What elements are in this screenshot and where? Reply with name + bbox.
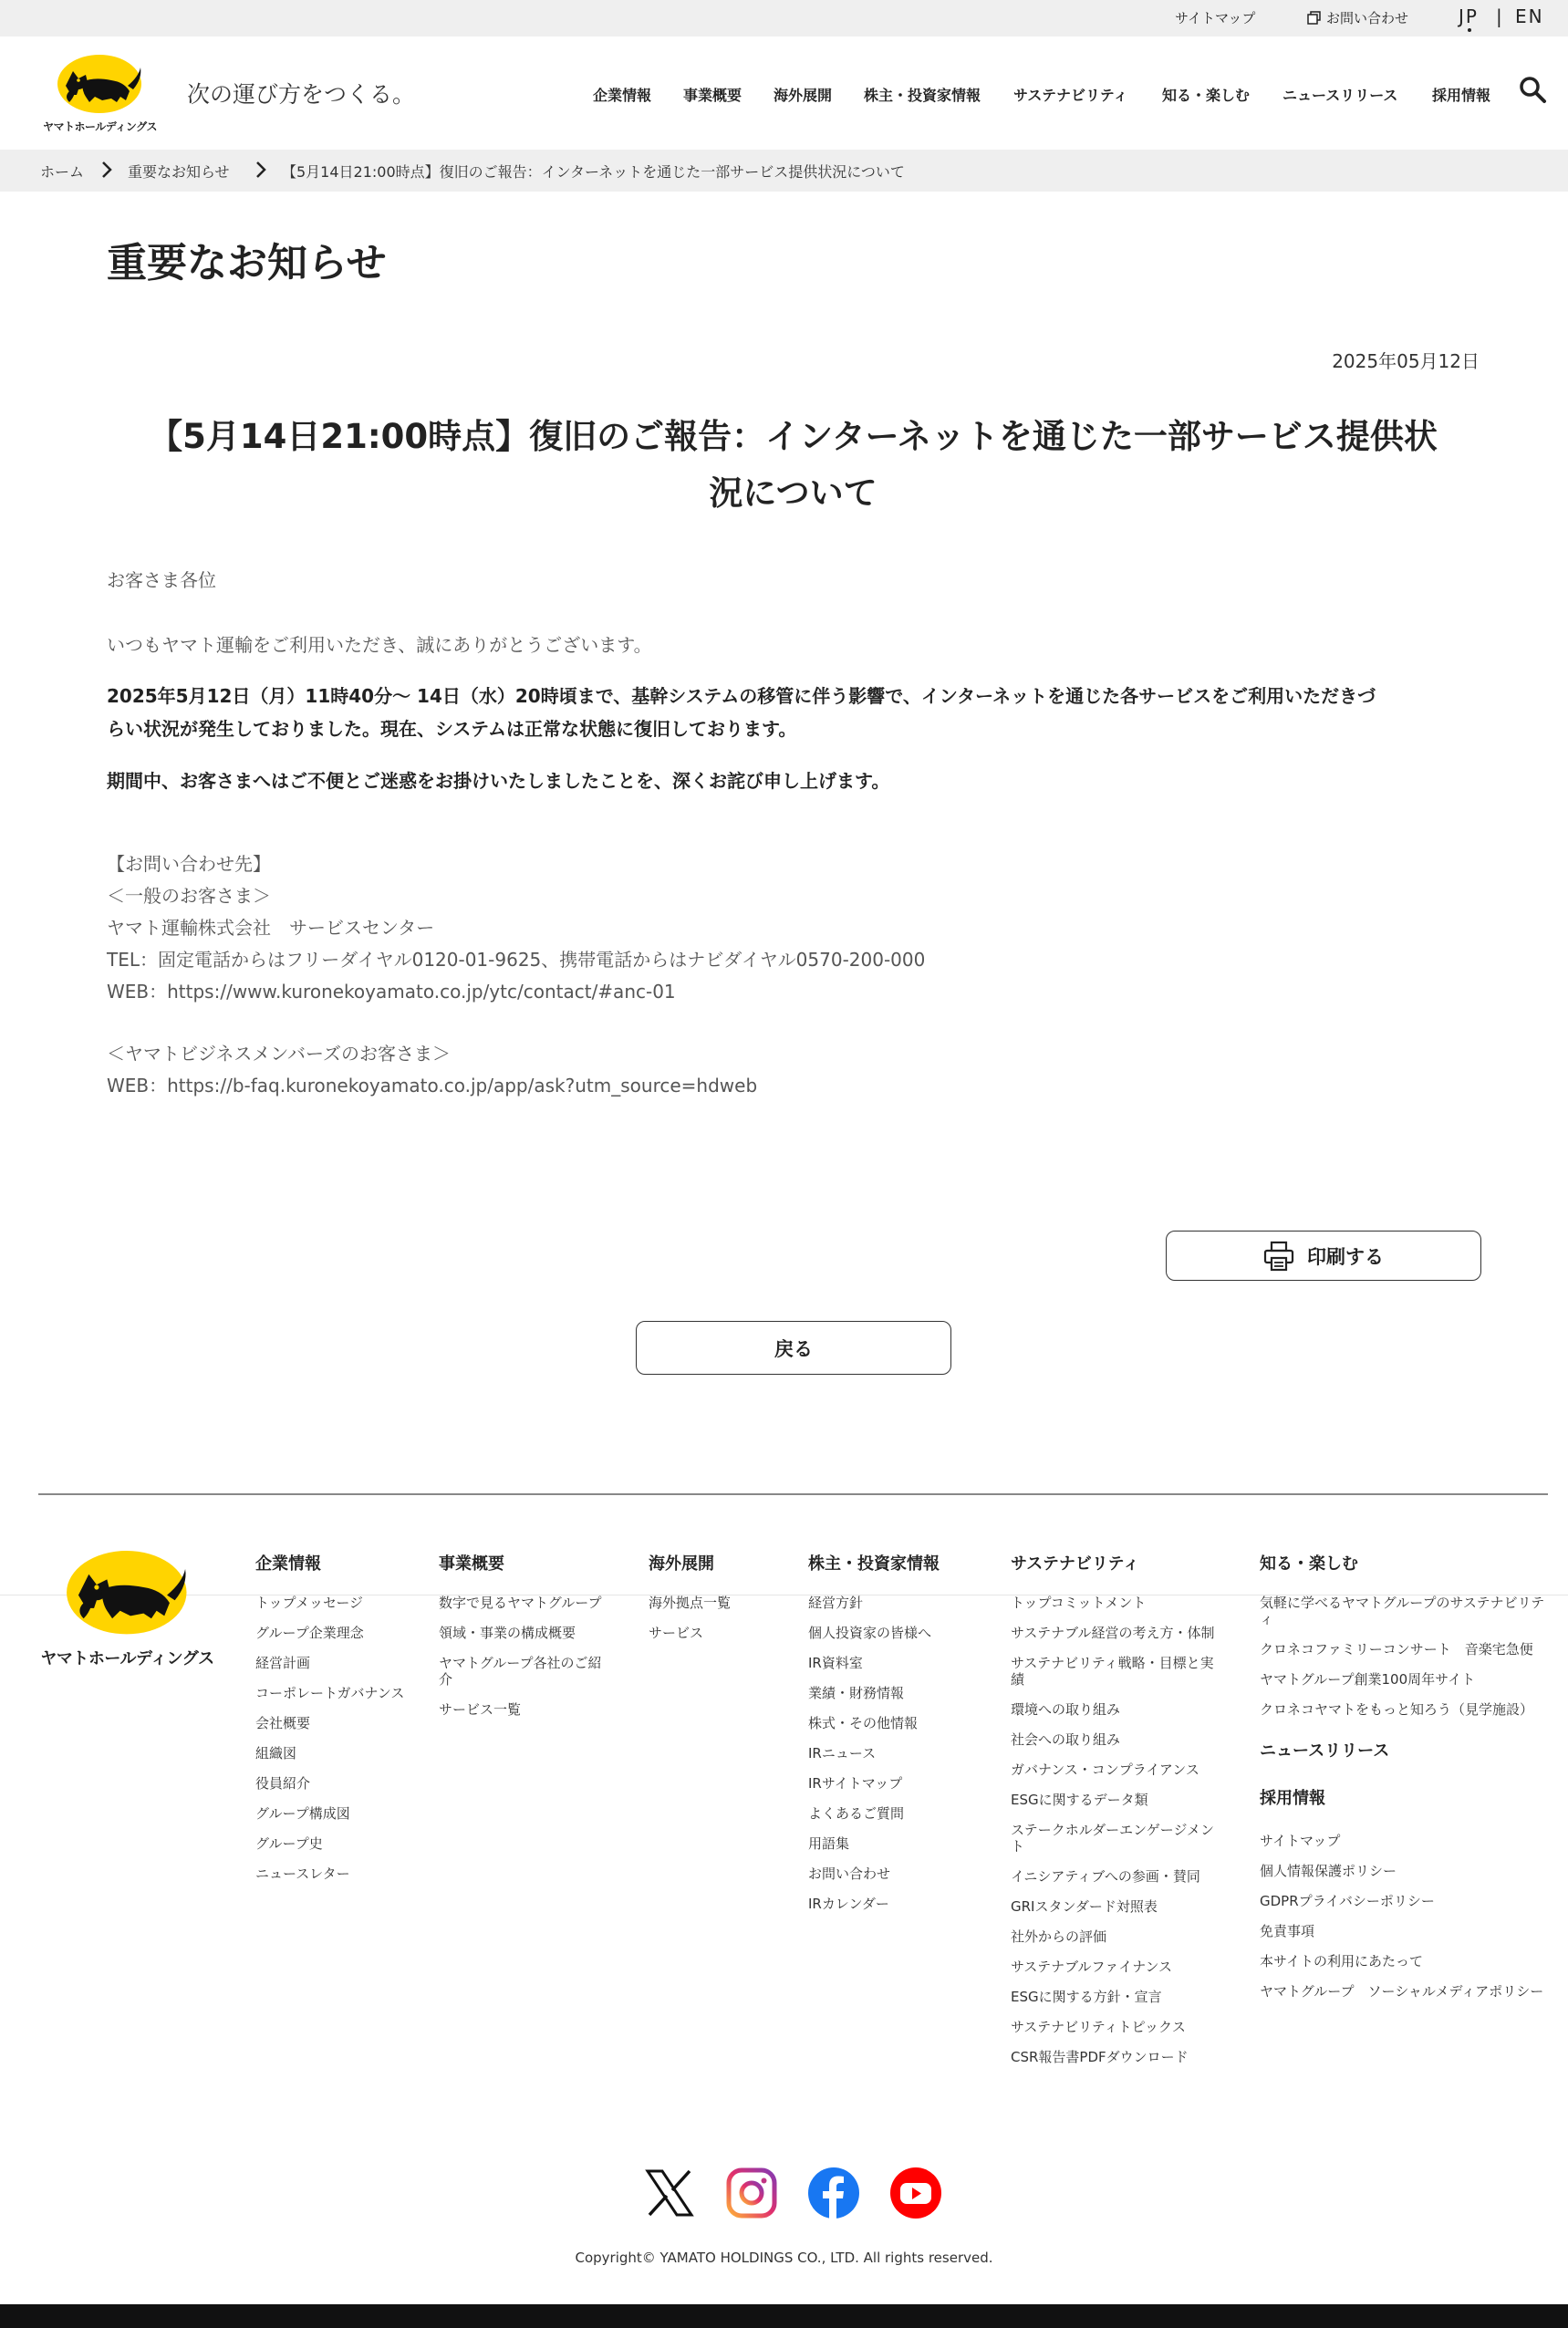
printer-icon bbox=[1263, 1241, 1294, 1272]
contact-tel: TEL：固定電話からはフリーダイヤル0120-01-9625、携帯電話からはナビダイヤル0570-200-000 bbox=[107, 949, 926, 971]
footer-col-sustainability bbox=[1011, 1551, 1225, 2079]
nav-investors[interactable]: 株主・投資家情報 bbox=[864, 87, 981, 104]
footer-col-title[interactable]: 事業概要 bbox=[439, 1554, 504, 1574]
footer-col-title[interactable]: 海外展開 bbox=[649, 1554, 714, 1574]
footer-link[interactable]: 個人投資家の皆様へ bbox=[808, 1625, 932, 1641]
contact-label: お問い合わせ bbox=[1326, 10, 1409, 26]
footer-link[interactable]: 経営方針 bbox=[808, 1595, 864, 1611]
contact-business-heading: ＜ヤマトビジネスメンバーズのお客さま＞ bbox=[107, 1043, 451, 1065]
print-button[interactable] bbox=[1166, 1231, 1481, 1281]
footer-link-gdpr[interactable]: GDPRプライバシーポリシー bbox=[1260, 1893, 1435, 1909]
footer-link[interactable]: ニュースレター bbox=[255, 1866, 350, 1882]
x-link[interactable] bbox=[644, 2167, 695, 2219]
nav-news-release[interactable]: ニュースリリース bbox=[1282, 87, 1398, 104]
footer-link[interactable]: 経営計画 bbox=[255, 1655, 311, 1671]
footer-link-terms[interactable]: 本サイトの利用にあたって bbox=[1260, 1953, 1423, 1969]
nav-business[interactable]: 事業概要 bbox=[683, 87, 742, 104]
footer-logo-wordmark: ヤマトホールディングス bbox=[40, 1649, 214, 1668]
footer-link[interactable]: ESGに関する方針・宣言 bbox=[1011, 1989, 1162, 2005]
article-title-line: 【5月14日21:00時点】復旧のご報告：インターネットを通じた一部サービス提供状 bbox=[149, 417, 1438, 456]
footer-link[interactable]: 領域・事業の構成概要 bbox=[439, 1625, 576, 1641]
chevron-right-icon bbox=[100, 161, 113, 179]
footer-link[interactable]: 環境への取り組み bbox=[1011, 1701, 1121, 1718]
footer-link[interactable]: 社会への取り組み bbox=[1011, 1731, 1121, 1748]
nav-corporate[interactable]: 企業情報 bbox=[593, 87, 652, 104]
footer-link[interactable]: IRサイトマップ bbox=[808, 1775, 903, 1792]
lang-separator: | bbox=[1496, 5, 1502, 27]
page-title: 重要なお知らせ bbox=[107, 240, 387, 286]
article-title bbox=[107, 409, 1480, 522]
footer-link-social-policy[interactable]: ヤマトグループ ソーシャルメディアポリシー bbox=[1260, 1983, 1544, 2000]
footer-link[interactable]: IR資料室 bbox=[808, 1655, 863, 1671]
footer-link[interactable]: IRカレンダー bbox=[808, 1896, 889, 1912]
notice-body bbox=[107, 680, 1475, 745]
intro-text: いつもヤマト運輸をご利用いただき、誠にありがとうございます。 bbox=[107, 634, 652, 656]
footer-link[interactable]: CSR報告書PDFダウンロード bbox=[1011, 2049, 1189, 2065]
footer-link[interactable]: サービス bbox=[649, 1625, 704, 1641]
footer-link[interactable]: コーポレートガバナンス bbox=[255, 1685, 405, 1701]
contact-heading: 【お問い合わせ先】 bbox=[107, 853, 271, 875]
nav-recruit[interactable]: 採用情報 bbox=[1432, 87, 1491, 104]
footer-link[interactable]: ESGに関するデータ類 bbox=[1011, 1792, 1148, 1808]
black-cat-logo-icon bbox=[38, 1551, 216, 1642]
window-icon bbox=[1307, 11, 1321, 25]
footer-link[interactable]: 用語集 bbox=[808, 1835, 850, 1852]
footer-link[interactable]: ガバナンス・コンプライアンス bbox=[1011, 1762, 1199, 1778]
footer-recruit[interactable]: 採用情報 bbox=[1260, 1789, 1325, 1808]
footer-link[interactable]: サステナビリティ戦略・目標と実績 bbox=[1011, 1655, 1214, 1688]
footer-link[interactable]: GRIスタンダード対照表 bbox=[1011, 1898, 1158, 1915]
bottom-bar bbox=[0, 2304, 1568, 2328]
nav-sustainability[interactable]: サステナビリティ bbox=[1013, 87, 1128, 104]
footer-link[interactable]: 社外からの評価 bbox=[1011, 1928, 1107, 1945]
notice-body-line: らい状況が発生しておりました。現在、システムは正常な状態に復旧しております。 bbox=[107, 718, 797, 740]
footer-link[interactable]: 業績・財務情報 bbox=[808, 1685, 905, 1701]
apology-text: 期間中、お客さまへはご不便とご迷惑をお掛けいたしましたことを、深くお詫び申し上げます。 bbox=[107, 770, 890, 792]
footer-col-corporate bbox=[255, 1551, 406, 1896]
footer-link-disclaimer[interactable]: 免責事項 bbox=[1260, 1923, 1315, 1939]
print-label: 印刷する bbox=[1307, 1245, 1384, 1268]
footer-link-privacy[interactable]: 個人情報保護ポリシー bbox=[1260, 1863, 1397, 1879]
footer-link[interactable]: お問い合わせ bbox=[808, 1866, 891, 1882]
tagline: 次の運び方をつくる。 bbox=[187, 81, 416, 108]
black-cat-logo-icon bbox=[38, 55, 161, 119]
copyright: Copyright© YAMATO HOLDINGS CO., LTD. All rights reserved. bbox=[575, 2250, 993, 2266]
footer-link[interactable]: トップコミットメント bbox=[1011, 1595, 1147, 1611]
footer-link[interactable]: サステナビリティトピックス bbox=[1011, 2019, 1186, 2035]
breadcrumb-notices[interactable]: 重要なお知らせ bbox=[128, 163, 230, 181]
contact-company: ヤマト運輸株式会社 サービスセンター bbox=[107, 917, 435, 939]
footer-col-investors bbox=[808, 1551, 945, 1926]
footer-link[interactable]: クロネコファミリーコンサート 音楽宅急便 bbox=[1260, 1641, 1533, 1658]
footer-link[interactable]: サービス一覧 bbox=[439, 1701, 522, 1718]
footer-link[interactable]: トップメッセージ bbox=[255, 1595, 364, 1611]
x-icon bbox=[644, 2167, 695, 2219]
footer-link[interactable]: 数字で見るヤマトグループ bbox=[439, 1595, 602, 1611]
footer-link[interactable]: イニシアティブへの参画・賛同 bbox=[1011, 1868, 1200, 1885]
header-logo[interactable] bbox=[38, 55, 161, 133]
footer-link[interactable]: グループ企業理念 bbox=[255, 1625, 364, 1641]
breadcrumb-current: 【5月14日21:00時点】復旧のご報告：インターネットを通じた一部サービス提供状況について bbox=[282, 163, 905, 181]
instagram-icon bbox=[726, 2167, 777, 2219]
youtube-link[interactable] bbox=[890, 2167, 941, 2219]
instagram-link[interactable] bbox=[726, 2167, 777, 2219]
footer-col-title[interactable]: 株主・投資家情報 bbox=[808, 1554, 940, 1574]
footer-link[interactable]: サステナブルファイナンス bbox=[1011, 1959, 1173, 1975]
sitemap-link[interactable]: サイトマップ bbox=[1175, 10, 1256, 26]
search-button[interactable] bbox=[1518, 75, 1547, 104]
breadcrumb-home[interactable]: ホーム bbox=[40, 163, 85, 181]
footer-link[interactable]: 役員紹介 bbox=[255, 1775, 311, 1792]
chevron-right-icon bbox=[254, 161, 267, 179]
footer-link[interactable]: 気軽に学べるヤマトグループのサステナビリティ bbox=[1260, 1595, 1545, 1627]
site-header bbox=[0, 36, 1568, 150]
notice-body-line: 2025年5月12日（月）11時40分～ 14日（水）20時頃まで、基幹システムの移管に伴う影響で、インターネットを通じた各サービスをご利用いただきづ bbox=[107, 685, 1376, 707]
publish-date: 2025年05月12日 bbox=[1332, 350, 1480, 372]
contact-web-general[interactable]: WEB：https://www.kuronekoyamato.co.jp/ytc/contact/#anc-01 bbox=[107, 981, 676, 1003]
lang-jp[interactable]: JP bbox=[1459, 5, 1479, 27]
footer-link[interactable]: 株式・その他情報 bbox=[808, 1715, 919, 1731]
footer-link[interactable]: 組織図 bbox=[255, 1745, 297, 1762]
contact-general-heading: ＜一般のお客さま＞ bbox=[107, 885, 271, 907]
footer-link[interactable]: グループ構成図 bbox=[255, 1805, 350, 1822]
spacer bbox=[107, 1008, 925, 1038]
footer-col-title[interactable]: サステナビリティ bbox=[1011, 1554, 1140, 1574]
footer-col-global bbox=[649, 1551, 735, 1655]
article-title-line: 況について bbox=[709, 473, 877, 513]
logo-wordmark: ヤマトホールディングス bbox=[43, 120, 157, 133]
active-lang-indicator bbox=[1468, 28, 1471, 32]
footer-link[interactable]: ヤマトグループ創業100周年サイト bbox=[1260, 1671, 1476, 1688]
footer-link[interactable]: 海外拠点一覧 bbox=[649, 1595, 732, 1611]
nav-global[interactable]: 海外展開 bbox=[774, 87, 833, 104]
breadcrumb bbox=[0, 150, 1568, 192]
search-icon bbox=[1518, 75, 1547, 104]
contact-web-business[interactable]: WEB：https://b-faq.kuronekoyamato.co.jp/app/ask?utm_source=hdweb bbox=[107, 1075, 758, 1096]
youtube-icon bbox=[890, 2167, 941, 2219]
contact-info bbox=[107, 848, 925, 1102]
facebook-link[interactable] bbox=[808, 2167, 859, 2219]
utility-bar bbox=[0, 0, 1568, 36]
footer-logo[interactable] bbox=[38, 1551, 216, 1669]
nav-learn-enjoy[interactable]: 知る・楽しむ bbox=[1162, 87, 1251, 104]
greeting: お客さま各位 bbox=[107, 569, 216, 591]
footer-link[interactable]: クロネコヤマトをもっと知ろう（見学施設） bbox=[1260, 1701, 1534, 1718]
back-label: 戻る bbox=[774, 1337, 813, 1360]
footer-col-business bbox=[439, 1551, 607, 1731]
back-button[interactable] bbox=[636, 1321, 951, 1375]
footer-divider bbox=[38, 1493, 1548, 1495]
footer-link[interactable]: 会社概要 bbox=[255, 1715, 311, 1731]
footer-col-learn-enjoy bbox=[1260, 1551, 1547, 2013]
footer-col-title[interactable]: 企業情報 bbox=[255, 1554, 321, 1574]
footer-link[interactable]: サステナブル経営の考え方・体制 bbox=[1011, 1625, 1215, 1641]
footer-link[interactable]: ヤマトグループ各社のご紹介 bbox=[439, 1655, 602, 1688]
footer-link[interactable]: IRニュース bbox=[808, 1745, 877, 1762]
lang-en[interactable]: EN bbox=[1515, 5, 1544, 27]
footer-col-title[interactable]: 知る・楽しむ bbox=[1260, 1554, 1358, 1574]
footer-link[interactable]: よくあるご質問 bbox=[808, 1805, 905, 1822]
footer-link-sitemap[interactable]: サイトマップ bbox=[1260, 1833, 1341, 1849]
footer-link[interactable]: グループ史 bbox=[255, 1835, 323, 1852]
facebook-icon bbox=[808, 2167, 859, 2219]
contact-link[interactable] bbox=[1307, 8, 1408, 27]
footer-news-release[interactable]: ニュースリリース bbox=[1260, 1741, 1390, 1761]
footer-link[interactable]: ステークホルダーエンゲージメント bbox=[1011, 1822, 1215, 1855]
